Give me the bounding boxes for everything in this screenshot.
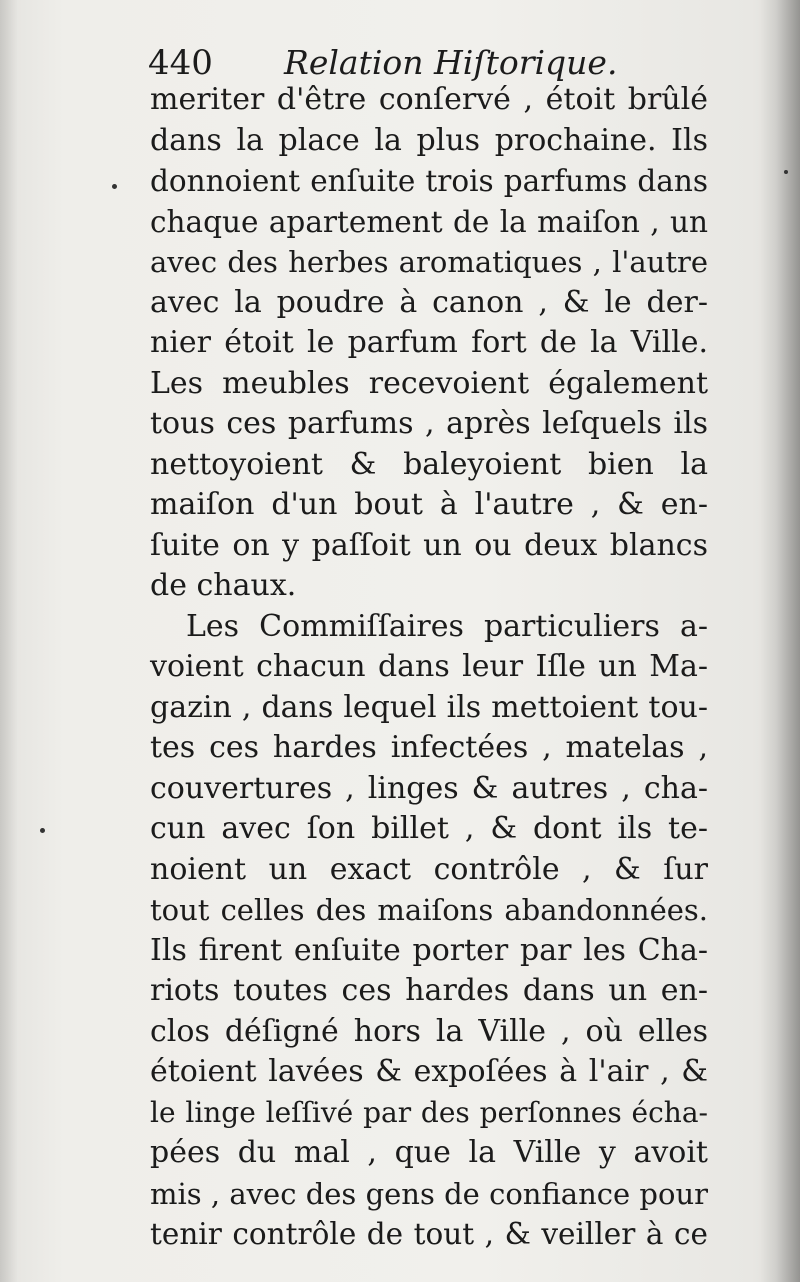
text-line: clos déſigné hors la Ville , où elles (150, 1013, 708, 1049)
text-line: couvertures , linges & autres , cha- (150, 770, 708, 806)
text-line: noient un exact contrôle , & ſur (150, 851, 708, 887)
text-line: maiſon d'un bout à l'autre , & en- (150, 487, 708, 522)
text-line: avec des herbes aromatiques , l'autre (150, 245, 708, 279)
text-line: le linge leſſivé par des perſonnes écha- (150, 1095, 708, 1129)
text-line: pées du mal , que la Ville y avoit (150, 1135, 708, 1170)
text-line: riots toutes ces hardes dans un en- (150, 973, 708, 1008)
text-line: Les Commiſſaires particuliers a- (186, 608, 708, 644)
text-line: ſuite on y paſſoit un ou deux blancs (150, 527, 708, 563)
ink-speck (40, 828, 45, 833)
body-text (150, 80, 708, 1255)
text-line: dans la place la plus prochaine. Ils (150, 122, 708, 158)
text-line: donnoient enſuite trois parfums dans (150, 164, 708, 198)
text-line: mis , avec des gens de confiance pour (150, 1176, 708, 1211)
text-line: tenir contrôle de tout , & veiller à ce (150, 1217, 708, 1251)
text-line: tes ces hardes infectées , matelas , (150, 730, 708, 765)
text-line: Ils firent enſuite porter par les Cha- (150, 932, 708, 968)
text-line: cun avec ſon billet , & dont ils te- (150, 811, 708, 846)
ink-speck (784, 170, 788, 174)
running-title: Relation Hiſtorique. (284, 43, 618, 82)
text-line: tout celles des maiſons abandonnées. (150, 893, 708, 927)
page-shadow-right (760, 0, 800, 1282)
text-line: nettoyoient & baleyoient bien la (150, 446, 708, 482)
text-line: meriter d'être conſervé , étoit brûlé (150, 82, 708, 117)
text-line: avec la poudre à canon , & le der- (150, 284, 708, 320)
ink-speck (112, 184, 117, 189)
text-line: tous ces parfums , après leſquels ils (150, 406, 708, 441)
text-line: voient chacun dans leur Iſle un Ma- (150, 649, 708, 684)
text-line: gazin , dans lequel ils mettoient tou- (150, 689, 708, 725)
text-line: étoient lavées & expoſées à l'air , & (150, 1054, 708, 1089)
text-line: de chaux. (150, 568, 297, 603)
page-shadow-left (0, 0, 18, 1282)
text-line: chaque apartement de la maiſon , un (150, 204, 708, 239)
text-line: Les meubles recevoient également (150, 365, 708, 401)
page-number: 440 (148, 43, 213, 83)
text-line: nier étoit le parfum fort de la Ville. (150, 325, 708, 360)
